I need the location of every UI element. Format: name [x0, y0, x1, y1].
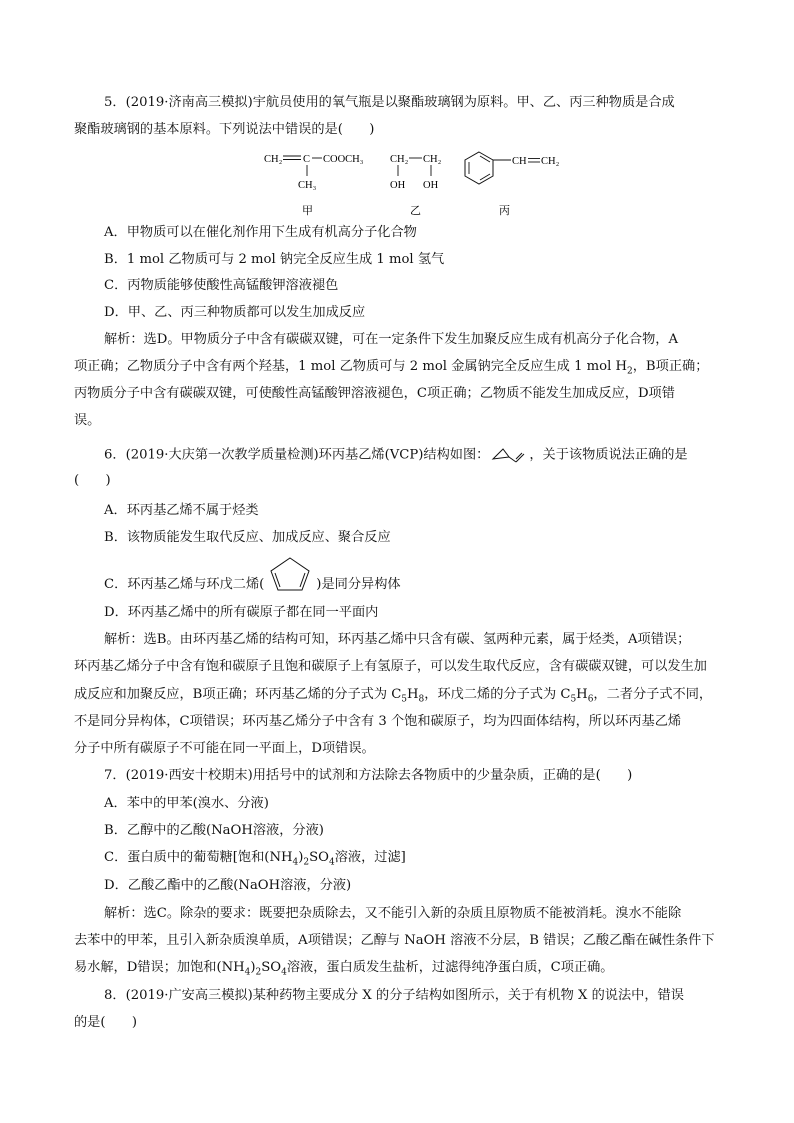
jia-top-left: CH₂	[264, 154, 283, 165]
q7-analysis-line-2: 去苯中的甲苯，且引入新杂质溴单质，A项错误；乙醇与 NaOH 溶液不分层，B 错误；乙酸乙酯在碱性条件下	[74, 933, 715, 948]
q6-analysis-line-1: 解析：选B。由环丙基乙烯的结构可知，环丙基乙烯中只含有碳、氢两种元素，属于烃类，A项错误；	[104, 632, 691, 647]
vcp-structure-icon	[489, 445, 529, 465]
yi-oh-left: OH	[390, 180, 406, 191]
q7-option-c: C．蛋白质中的葡萄糖[饱和$(NH_4)_2SO_4$溶液，过滤]	[104, 850, 406, 868]
q7-analysis-line-3: 易水解，D错误；加饱和$(NH_4)_2SO_4$溶液，蛋白质发生盐析，过滤得纯净蛋白质，C项正确。	[74, 960, 614, 978]
q6-analysis-line-5: 分子中所有碳原子不可能在同一平面上，D项错误。	[74, 741, 375, 756]
yi-label: 乙	[410, 205, 421, 217]
q6-option-a: A．环丙基乙烯不属于烃类	[104, 503, 259, 518]
q6-option-c: C．环丙基乙烯与环戊二烯( )是同分异构体	[104, 576, 724, 594]
q5-analysis-line-4: 误。	[74, 413, 101, 428]
q7-analysis-line-1: 解析：选C。除杂的要求：既要把杂质除去，又不能引入新的杂质且原物质不能被消耗。溴水不能除	[104, 906, 682, 921]
q5-stem-line-2: 聚酯玻璃钢的基本原料。下列说法中错误的是( )	[74, 122, 375, 137]
q5-stem-line-1: 5．(2019·济南高三模拟)宇航员使用的氧气瓶是以聚酯玻璃钢为原料。甲、乙、丙三种物质是合成	[104, 95, 675, 110]
q6-analysis-line-2: 环丙基乙烯分子中含有饱和碳原子且饱和碳原子上有氢原子，可以发生取代反应，含有碳碳双键，可以发生加	[74, 659, 707, 674]
bing-substituent: CH	[512, 156, 527, 167]
q6-option-d: D．环丙基乙烯中的所有碳原子都在同一平面内	[104, 605, 379, 620]
q8-stem-line-2: 的是( )	[74, 1015, 138, 1030]
structure-jia	[264, 154, 364, 217]
bing-label: 丙	[499, 205, 510, 217]
structure-yi	[390, 154, 442, 217]
q5-analysis-line-2: 项正确；乙物质分子中含有两个羟基，1 mol 乙物质可与 2 mol 金属钠完全反应生成 1 mol $H_2$，B项正确；	[74, 359, 709, 377]
q5-option-a: A．甲物质可以在催化剂作用下生成有机高分子化合物	[104, 225, 417, 240]
q5-option-d: D．甲、乙、丙三种物质都可以发生加成反应	[104, 305, 366, 320]
structure-bing	[465, 152, 560, 217]
q7-stem: 7．(2019·西安十校期末)用括号中的试剂和方法除去各物质中的少量杂质，正确的是( )	[104, 768, 633, 783]
jia-top-right: COOCH₃	[323, 154, 364, 165]
structure-diagrams	[74, 140, 724, 220]
q5-option-b: B．1 mol 乙物质可与 2 mol 钠完全反应生成 1 mol 氢气	[104, 252, 445, 267]
yi-oh-right: OH	[423, 180, 439, 191]
q6-analysis-line-3: 成反应和加聚反应，B项正确；环丙基乙烯的分子式为 $C_5H_8$，环戊二烯的分子式为 $C_5H_6$，二者分子式不同，	[74, 687, 713, 705]
q6-option-b: B．该物质能发生取代反应、加成反应、聚合反应	[104, 530, 391, 545]
q7-option-b: B．乙醇中的乙酸(NaOH溶液，分液)	[104, 823, 324, 838]
jia-label: 甲	[302, 205, 313, 217]
q6-stem-line-2: ( )	[74, 473, 111, 488]
q5-analysis-line-3: 丙物质分子中含有碳碳双键，可使酸性高锰酸钾溶液褪色，C项正确；乙物质不能发生加成反应，D项错	[74, 386, 675, 401]
q6-stem-line-1: 6．(2019·大庆第一次教学质量检测)环丙基乙烯(VCP)结构如图： ，关于该物质说法正确的是	[104, 445, 724, 465]
q5-analysis-line-1: 解析：选D。甲物质分子中含有碳碳双键，可在一定条件下发生加聚反应生成有机高分子化合物，A	[104, 332, 678, 347]
q5-option-c: C．丙物质能够使酸性高锰酸钾溶液褪色	[104, 278, 339, 293]
jia-top-mid: C	[303, 154, 311, 165]
bing-end: CH₂	[541, 156, 560, 167]
yi-top-left: CH₂	[390, 154, 409, 165]
jia-bottom: CH₃	[298, 180, 317, 191]
q5-structures	[74, 140, 724, 220]
q7-option-d: D．乙酸乙酯中的乙酸(NaOH溶液，分液)	[104, 878, 352, 893]
yi-top-right: CH₂	[423, 154, 442, 165]
q7-option-a: A．苯中的甲苯(溴水、分液)	[104, 796, 269, 811]
cyclopentadiene-icon	[264, 555, 316, 593]
q8-stem-line-1: 8．(2019·广安高三模拟)某种药物主要成分 X 的分子结构如图所示，关于有机物 X 的说法中，错误	[104, 988, 684, 1003]
q6-analysis-line-4: 不是同分异构体，C项错误；环丙基乙烯分子中含有 3 个饱和碳原子，均为四面体结构，所以环丙基乙烯	[74, 714, 682, 729]
